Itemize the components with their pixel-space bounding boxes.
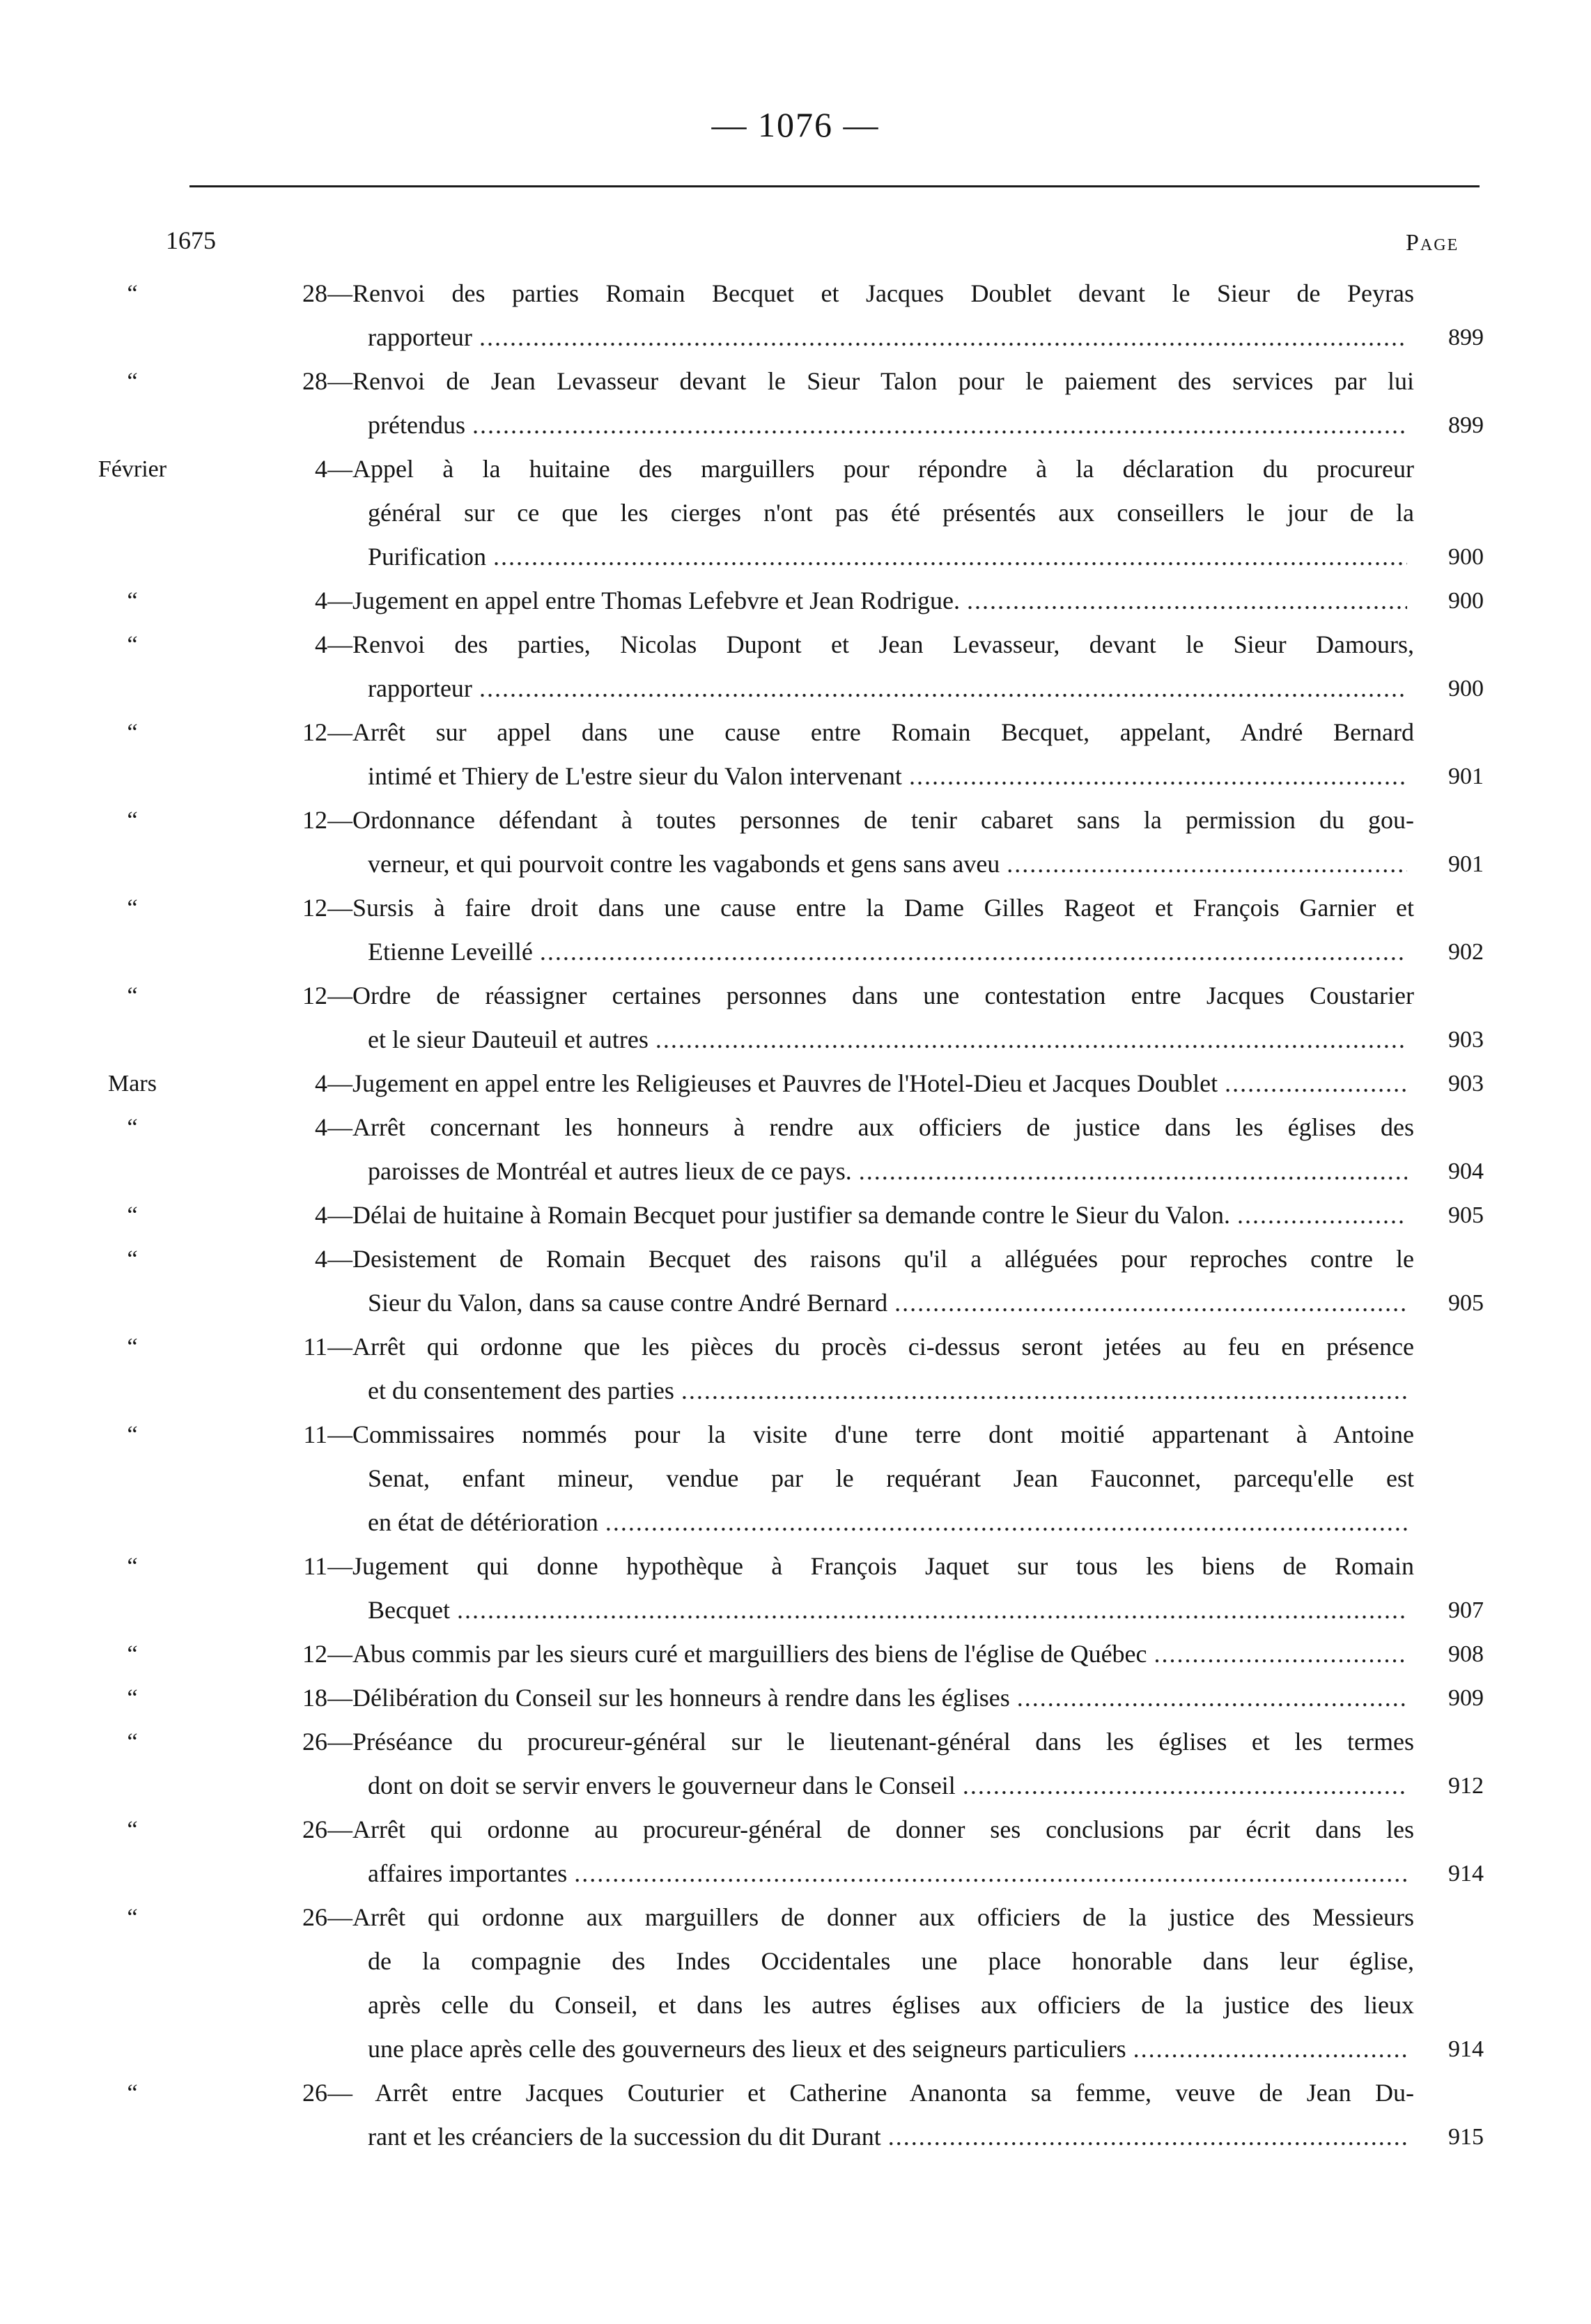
dot-leader xyxy=(1154,1632,1407,1676)
entry-text xyxy=(327,2071,1414,2159)
entry-month: “ xyxy=(127,369,138,394)
entry-date: 12 xyxy=(302,894,327,922)
entry-text xyxy=(327,711,1414,798)
dot-leader xyxy=(472,403,1407,447)
dot-leader xyxy=(1225,1062,1407,1106)
entry-page-ref: 905 xyxy=(1448,1202,1484,1228)
entry-page-ref: 909 xyxy=(1448,1685,1484,1711)
entry-date: 4 xyxy=(315,1069,327,1097)
entry-line-last xyxy=(368,1764,1414,1808)
entry-line-last xyxy=(327,1676,1414,1720)
entry-month: “ xyxy=(127,1246,138,1272)
index-entry xyxy=(0,1106,1591,1193)
entry-month: “ xyxy=(127,1729,138,1755)
entry-line-last xyxy=(368,1149,1414,1193)
entry-line-text: Purification xyxy=(368,543,486,571)
entry-line: —Ordonnance défendant à toutes personnes de tenir cabaret sans la permission du gou- xyxy=(327,806,1414,834)
entry-line-last xyxy=(368,842,1414,886)
dot-leader xyxy=(574,1852,1407,1896)
entry-page-ref: 899 xyxy=(1448,325,1484,350)
entry-line: —Jugement qui donne hypothèque à François Jaquet sur tous les biens de Romain xyxy=(327,1552,1414,1580)
entry-line-text: —Délibération du Conseil sur les honneurs à rendre dans les églises xyxy=(327,1684,1010,1712)
entry-page-ref: 915 xyxy=(1448,2124,1484,2150)
index-entry xyxy=(0,272,1591,359)
entry-month: Février xyxy=(98,456,167,482)
entry-text xyxy=(327,886,1414,974)
dot-leader xyxy=(681,1369,1407,1413)
entry-month: “ xyxy=(127,720,138,745)
entry-line-text: rapporteur xyxy=(368,674,472,702)
index-entry xyxy=(0,623,1591,711)
entry-line-last xyxy=(327,1193,1414,1237)
entry-page-ref: 903 xyxy=(1448,1027,1484,1053)
entry-line-text: Sieur du Valon, dans sa cause contre André Bernard xyxy=(368,1289,888,1317)
entry-text xyxy=(327,359,1414,447)
entry-line-text: rant et les créanciers de la succession du dit Durant xyxy=(368,2123,881,2151)
index-entry xyxy=(0,1896,1591,2071)
entry-line-text: —Délai de huitaine à Romain Becquet pour justifier sa demande contre le Sieur du Valon. xyxy=(327,1201,1230,1229)
entry-date: 12 xyxy=(302,806,327,834)
index-entry xyxy=(0,1413,1591,1544)
dot-leader xyxy=(859,1149,1407,1193)
entry-line: —Arrêt sur appel dans une cause entre Romain Becquet, appelant, André Bernard xyxy=(327,718,1414,746)
entry-month: “ xyxy=(127,1202,138,1228)
dot-leader xyxy=(1133,2027,1407,2071)
entry-text xyxy=(327,1676,1414,1720)
page-number: — 1076 — xyxy=(711,105,880,144)
index-entry xyxy=(0,974,1591,1062)
index-entry xyxy=(0,711,1591,798)
entry-line-text: Etienne Leveillé xyxy=(368,938,533,966)
entry-line: —Arrêt qui ordonne que les pièces du procès ci-dessus seront jetées au feu en présence xyxy=(327,1333,1414,1361)
entry-date: 11 xyxy=(303,1333,327,1361)
entry-page-ref: 904 xyxy=(1448,1159,1484,1184)
entry-date: 11 xyxy=(303,1420,327,1448)
entry-line-last xyxy=(368,1588,1414,1632)
index-entry xyxy=(0,1632,1591,1676)
entry-text xyxy=(327,272,1414,359)
year-label: 1675 xyxy=(166,226,216,254)
entry-date: 4 xyxy=(315,1245,327,1273)
entry-line-text: —Jugement en appel entre Thomas Lefebvre et Jean Rodrigue. xyxy=(327,587,961,614)
entry-page-ref: 914 xyxy=(1448,1861,1484,1887)
entry-text xyxy=(327,1544,1414,1632)
index-entry xyxy=(0,1325,1591,1413)
page-column-header: Page xyxy=(1406,230,1459,256)
dot-leader xyxy=(894,1281,1407,1325)
entry-page-ref: 901 xyxy=(1448,851,1484,877)
entry-date: 4 xyxy=(315,1113,327,1141)
entry-line: —Arrêt concernant les honneurs à rendre aux officiers de justice dans les églises des xyxy=(327,1113,1414,1141)
entry-text xyxy=(327,1896,1414,2071)
entry-line-last xyxy=(368,1018,1414,1062)
entry-line: Senat, enfant mineur, vendue par le requérant Jean Fauconnet, parcequ'elle est xyxy=(368,1464,1414,1492)
dot-leader xyxy=(457,1588,1407,1632)
entry-page-ref: 905 xyxy=(1448,1290,1484,1316)
entry-page-ref: 900 xyxy=(1448,676,1484,702)
entry-line-text: —Jugement en appel entre les Religieuses et Pauvres de l'Hotel-Dieu et Jacques Doublet xyxy=(327,1069,1218,1097)
entry-text xyxy=(327,1325,1414,1413)
dot-leader xyxy=(909,754,1407,798)
entry-page-ref: 914 xyxy=(1448,2036,1484,2062)
entry-line: de la compagnie des Indes Occidentales une place honorable dans leur église, xyxy=(368,1947,1414,1975)
entry-page-ref: 899 xyxy=(1448,412,1484,438)
dot-leader xyxy=(479,316,1407,359)
entry-line-text: paroisses de Montréal et autres lieux de ce pays. xyxy=(368,1157,852,1185)
entry-page-ref: 900 xyxy=(1448,588,1484,614)
entry-date: 12 xyxy=(302,718,327,746)
entry-page-ref: 912 xyxy=(1448,1773,1484,1799)
entry-line-text: prétendus xyxy=(368,411,465,439)
entry-month: “ xyxy=(127,1817,138,1843)
entry-month: “ xyxy=(127,1641,138,1667)
index-entry xyxy=(0,447,1591,579)
entry-month: Mars xyxy=(108,1071,157,1097)
entry-line-text: et du consentement des parties xyxy=(368,1377,674,1404)
entry-line: après celle du Conseil, et dans les autres églises aux officiers de la justice des lieux xyxy=(368,1991,1414,2019)
header-rule xyxy=(189,185,1480,187)
dot-leader xyxy=(888,2115,1407,2159)
entry-line-last xyxy=(368,754,1414,798)
entry-date: 28 xyxy=(302,279,327,307)
entry-line-text: Becquet xyxy=(368,1596,450,1624)
dot-leader xyxy=(1007,842,1407,886)
entry-line-text: verneur, et qui pourvoit contre les vagabonds et gens sans aveu xyxy=(368,850,1000,878)
entry-text xyxy=(327,1720,1414,1808)
entry-month: “ xyxy=(127,1554,138,1579)
entry-month: “ xyxy=(127,632,138,658)
entry-month: “ xyxy=(127,1905,138,1930)
index-entry xyxy=(0,1720,1591,1808)
entry-date: 11 xyxy=(303,1552,327,1580)
entry-month: “ xyxy=(127,588,138,614)
entry-text xyxy=(327,798,1414,886)
entry-text xyxy=(327,579,1414,623)
entry-line: —Ordre de réassigner certaines personnes dans une contestation entre Jacques Coustarier xyxy=(327,982,1414,1009)
entry-line: —Arrêt qui ordonne aux marguillers de donner aux officiers de la justice des Messieurs xyxy=(327,1903,1414,1931)
entry-line: —Commissaires nommés pour la visite d'une terre dont moitié appartenant à Antoine xyxy=(327,1420,1414,1448)
index-entry xyxy=(0,1544,1591,1632)
entry-text xyxy=(327,974,1414,1062)
entry-line-last xyxy=(368,316,1414,359)
entry-line-last xyxy=(368,930,1414,974)
entry-month: “ xyxy=(127,281,138,307)
entry-line: général sur ce que les cierges n'ont pas été présentés aux conseillers le jour de la xyxy=(368,499,1414,527)
entry-line-text: une place après celle des gouverneurs des lieux et des seigneurs particuliers xyxy=(368,2035,1126,2063)
dot-leader xyxy=(655,1018,1407,1062)
entry-line: —Sursis à faire droit dans une cause entre la Dame Gilles Rageot et François Garnier et xyxy=(327,894,1414,922)
entry-line-text: en état de détérioration xyxy=(368,1508,598,1536)
index-entry xyxy=(0,579,1591,623)
index-entry xyxy=(0,1193,1591,1237)
entry-line: — Arrêt entre Jacques Couturier et Catherine Ananonta sa femme, veuve de Jean Du- xyxy=(327,2079,1414,2107)
index-entry xyxy=(0,1808,1591,1896)
index-entry xyxy=(0,1676,1591,1720)
entry-line-last xyxy=(368,1281,1414,1325)
entry-page-ref: 901 xyxy=(1448,764,1484,789)
entry-line-text: intimé et Thiery de L'estre sieur du Valon intervenant xyxy=(368,762,902,790)
entry-line-text: —Abus commis par les sieurs curé et marguilliers des biens de l'église de Québec xyxy=(327,1640,1147,1668)
entry-month: “ xyxy=(127,1685,138,1711)
entry-line-last xyxy=(368,1369,1414,1413)
entry-date: 4 xyxy=(315,630,327,658)
entry-line: —Arrêt qui ordonne au procureur-général de donner ses conclusions par écrit dans les xyxy=(327,1815,1414,1843)
entry-text xyxy=(327,1413,1414,1544)
entry-date: 28 xyxy=(302,367,327,395)
entry-line: —Préséance du procureur-général sur le lieutenant-général dans les églises et les termes xyxy=(327,1728,1414,1756)
entry-month: “ xyxy=(127,2080,138,2106)
entry-text xyxy=(327,1062,1414,1106)
entry-line-text: rapporteur xyxy=(368,323,472,351)
dot-leader xyxy=(540,930,1407,974)
entry-text xyxy=(327,1808,1414,1896)
entry-date: 12 xyxy=(302,1640,327,1668)
dot-leader xyxy=(493,535,1407,579)
entry-line: —Renvoi des parties Romain Becquet et Jacques Doublet devant le Sieur de Peyras xyxy=(327,279,1414,307)
index-entry xyxy=(0,2071,1591,2159)
entry-line-last xyxy=(368,2115,1414,2159)
entry-line-last xyxy=(327,579,1414,623)
index-entry xyxy=(0,1062,1591,1106)
entry-date: 12 xyxy=(302,982,327,1009)
entry-date: 4 xyxy=(315,455,327,483)
entry-text xyxy=(327,1632,1414,1676)
entry-text xyxy=(327,447,1414,579)
entry-line: —Renvoi des parties, Nicolas Dupont et Jean Levasseur, devant le Sieur Damours, xyxy=(327,630,1414,658)
entry-date: 4 xyxy=(315,587,327,614)
entry-line-text: dont on doit se servir envers le gouverneur dans le Conseil xyxy=(368,1772,956,1799)
entry-month: “ xyxy=(127,983,138,1009)
entry-line-last xyxy=(327,1632,1414,1676)
dot-leader xyxy=(963,1764,1407,1808)
entry-line: —Desistement de Romain Becquet des raisons qu'il a alléguées pour reproches contre le xyxy=(327,1245,1414,1273)
entry-line-last xyxy=(368,1852,1414,1896)
entry-line-last xyxy=(368,1501,1414,1544)
dot-leader xyxy=(605,1501,1407,1544)
index-entry xyxy=(0,1237,1591,1325)
entry-month: “ xyxy=(127,1334,138,1360)
entry-text xyxy=(327,1237,1414,1325)
entry-page-ref: 908 xyxy=(1448,1641,1484,1667)
dot-leader xyxy=(1237,1193,1407,1237)
entry-text xyxy=(327,1106,1414,1193)
dot-leader xyxy=(1017,1676,1407,1720)
entry-month: “ xyxy=(127,895,138,921)
index-entry xyxy=(0,798,1591,886)
entry-page-ref: 903 xyxy=(1448,1071,1484,1097)
entry-date: 26 xyxy=(302,1815,327,1843)
entry-date: 18 xyxy=(302,1684,327,1712)
entry-date: 26 xyxy=(302,1728,327,1756)
entry-month: “ xyxy=(127,807,138,833)
entry-line-last xyxy=(368,535,1414,579)
entry-month: “ xyxy=(127,1115,138,1140)
entry-list xyxy=(0,272,1591,2159)
entry-date: 4 xyxy=(315,1201,327,1229)
entry-page-ref: 907 xyxy=(1448,1597,1484,1623)
entry-line-last xyxy=(327,1062,1414,1106)
entry-line: —Renvoi de Jean Levasseur devant le Sieur Talon pour le paiement des services par lui xyxy=(327,367,1414,395)
dot-leader xyxy=(967,579,1407,623)
entry-text xyxy=(327,1193,1414,1237)
entry-page-ref: 900 xyxy=(1448,544,1484,570)
entry-line-last xyxy=(368,2027,1414,2071)
entry-date: 26 xyxy=(302,1903,327,1931)
entry-line-last xyxy=(368,403,1414,447)
entry-month: “ xyxy=(127,1422,138,1448)
entry-line-text: et le sieur Dauteuil et autres xyxy=(368,1025,649,1053)
entry-text xyxy=(327,623,1414,711)
entry-line: —Appel à la huitaine des marguillers pour répondre à la déclaration du procureur xyxy=(327,455,1414,483)
index-entry xyxy=(0,886,1591,974)
dot-leader xyxy=(479,667,1407,711)
index-entry xyxy=(0,359,1591,447)
entry-page-ref: 902 xyxy=(1448,939,1484,965)
entry-line-last xyxy=(368,667,1414,711)
entry-line-text: affaires importantes xyxy=(368,1859,568,1887)
entry-date: 26 xyxy=(302,2079,327,2107)
